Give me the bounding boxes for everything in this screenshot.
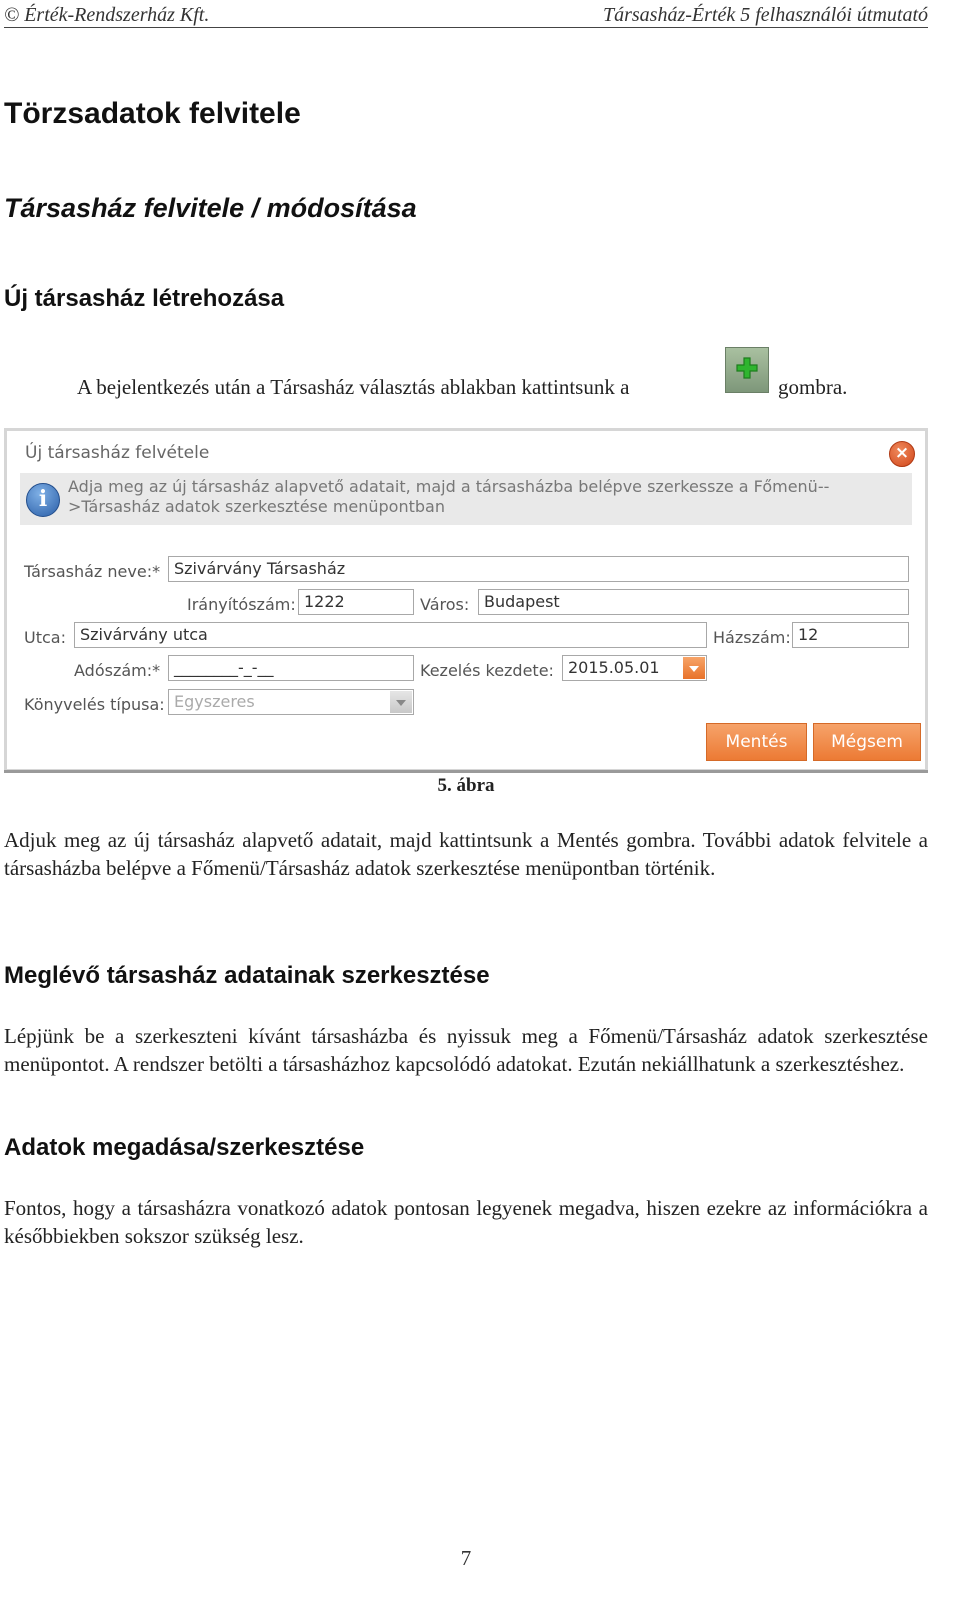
page-number: 7	[460, 1546, 472, 1570]
house-name-input[interactable]: Szivárvány Társasház	[168, 556, 909, 582]
zip-input[interactable]: 1222	[298, 589, 414, 615]
start-date-input[interactable]	[562, 655, 707, 681]
label-accounting-type: Könyvelés típusa:	[24, 695, 165, 714]
subsection-edit-existing: Meglévő társasház adatainak szerkesztése	[4, 962, 490, 989]
label-street: Utca:	[24, 628, 66, 647]
label-city: Város:	[420, 595, 470, 614]
accounting-type-value: Egyszeres	[174, 692, 255, 711]
label-house-name: Társasház neve:*	[24, 562, 161, 581]
intro-text-end: gombra.	[778, 375, 848, 399]
header-rule	[4, 27, 928, 28]
info-icon: i	[26, 483, 60, 517]
street-input[interactable]: Szivárvány utca	[74, 622, 707, 648]
accounting-type-select[interactable]	[168, 689, 414, 715]
header-left: © Érték-Rendszerház Kft.	[4, 4, 210, 26]
tax-no-input[interactable]: ________-_-__	[168, 655, 414, 681]
save-button[interactable]: Mentés	[706, 723, 807, 761]
chevron-down-icon[interactable]	[390, 691, 412, 713]
paragraph-after-figure: Adjuk meg az új társasház alapvető adatait, majd kattintsunk a Mentés gombra. További adatok felvitele a társasházba belépve a Főmenü/Társasház adatok szerkesztése menüpontban történik.	[4, 828, 928, 880]
header-right: Társasház-Érték 5 felhasználói útmutató	[602, 4, 928, 26]
label-start-date: Kezelés kezdete:	[420, 661, 554, 680]
paragraph-edit-existing: Lépjünk be a szerkeszteni kívánt társasházba és nyissuk meg a Főmenü/Társasház adatok szerkesztése menüpontot. A rendszer betölti a társasházhoz kapcsolódó adatokat. Ezután nekiállhatunk a szerkesztéshez.	[4, 1024, 928, 1076]
chevron-down-icon[interactable]	[683, 657, 705, 679]
start-date-value: 2015.05.01	[568, 658, 660, 677]
subsection-data-entry: Adatok megadása/szerkesztése	[4, 1134, 365, 1161]
label-house-no: Házszám:	[713, 628, 791, 647]
close-icon[interactable]: ×	[889, 441, 915, 467]
label-zip: Irányítószám:	[187, 595, 296, 614]
info-text: Adja meg az új társasház alapvető adatait, majd a társasházba belépve szerkessze a Főmenü-->Társasház adatok szerkesztése menüpontban	[68, 477, 830, 516]
dialog-title: Új társasház felvétele	[25, 443, 210, 463]
cancel-button[interactable]: Mégsem	[813, 723, 921, 761]
city-input[interactable]: Budapest	[478, 589, 909, 615]
dialog-bottom-edge	[4, 770, 928, 773]
paragraph-data-entry: Fontos, hogy a társasházra vonatkozó adatok pontosan legyenek megadva, hiszen ezekre az információkra a későbbiekben sokszor szükség lesz.	[4, 1196, 928, 1248]
subsection-new-house: Új társasház létrehozása	[4, 285, 285, 312]
intro-text: A bejelentkezés után a Társasház választás ablakban kattintsunk a	[77, 375, 630, 399]
house-no-input[interactable]: 12	[792, 622, 909, 648]
figure-caption: 5. ábra	[437, 775, 495, 796]
info-box	[20, 473, 912, 525]
page-title: Törzsadatok felvitele	[4, 97, 301, 130]
new-house-dialog	[4, 428, 928, 772]
label-tax-no: Adószám:*	[74, 661, 161, 680]
section-title: Társasház felvitele / módosítása	[4, 193, 417, 223]
plus-icon	[725, 347, 769, 393]
